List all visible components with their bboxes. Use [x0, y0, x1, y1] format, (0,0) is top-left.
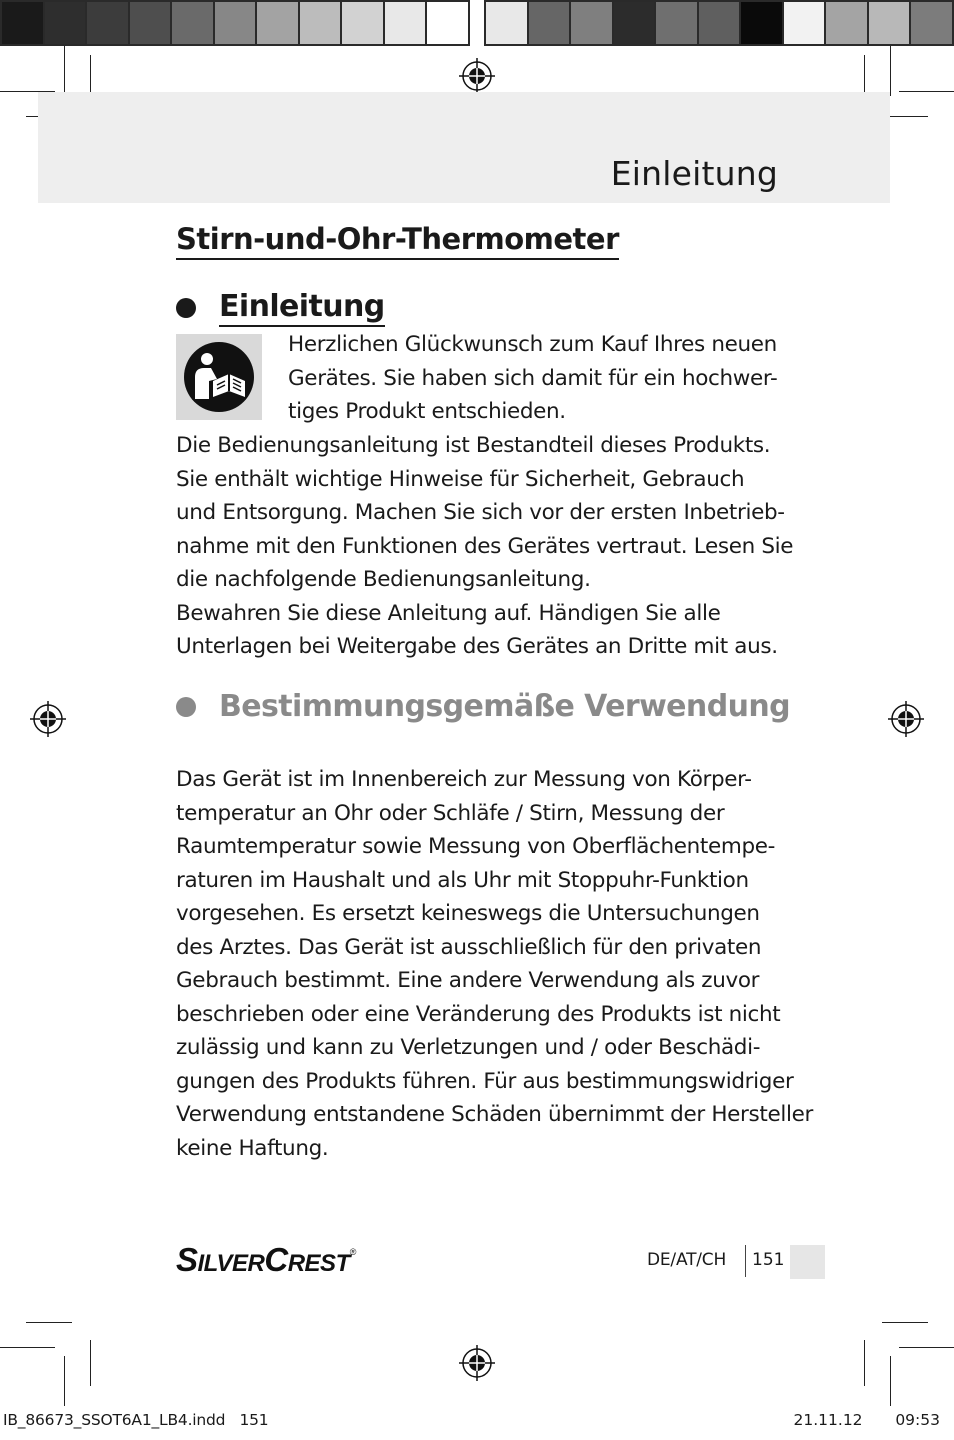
text-line: Herzlichen Glückwunsch zum Kauf Ihres neuen — [288, 332, 777, 357]
crop-mark — [64, 1356, 65, 1406]
text-line: Bewahren Sie diese Anleitung auf. Händigen Sie alle — [176, 600, 721, 626]
color-swatch — [486, 2, 529, 44]
bullet-icon — [176, 697, 196, 717]
crop-mark — [899, 1347, 954, 1348]
color-swatch — [87, 2, 130, 44]
color-swatch — [741, 2, 784, 44]
text-line: des Arztes. Das Gerät ist ausschließlich für den privaten — [176, 934, 762, 960]
svg-text:SILVERCREST®: SILVERCREST® — [176, 1241, 356, 1278]
read-manual-icon-box — [176, 334, 262, 420]
color-swatch — [385, 2, 428, 44]
text-line: raturen im Haushalt und als Uhr mit Stoppuhr-Funktion — [176, 867, 749, 893]
section-heading-text: Einleitung — [219, 290, 385, 327]
intro-paragraph-beside-icon — [288, 328, 777, 429]
crop-mark — [882, 1322, 928, 1323]
page-tab-box — [790, 1245, 825, 1279]
crop-mark — [890, 46, 891, 96]
registration-mark-icon — [459, 1345, 495, 1381]
text-line: Sie enthält wichtige Hinweise für Sicherheit, Gebrauch — [176, 466, 745, 492]
section-header-title: Einleitung — [610, 154, 778, 193]
section-heading-einleitung — [176, 290, 385, 327]
text-line: gungen des Produkts führen. Für aus bestimmungswidriger — [176, 1068, 794, 1094]
text-line: Gebrauch bestimmt. Eine andere Verwendung als zuvor — [176, 968, 760, 993]
crop-mark — [26, 1322, 72, 1323]
text-line: Verwendung entstandene Schäden übernimmt der Hersteller — [176, 1102, 813, 1127]
registration-mark-icon — [459, 58, 495, 94]
color-swatch — [784, 2, 827, 44]
text-line: Raumtemperatur sowie Messung von Oberflächentempe- — [176, 834, 776, 859]
color-swatch — [656, 2, 699, 44]
crop-mark — [90, 1340, 91, 1386]
section-heading-intended-use — [176, 690, 790, 725]
intended-use-paragraph — [176, 763, 813, 1165]
text-line: zulässig und kann zu Verletzungen und / oder Beschädi- — [176, 1035, 761, 1060]
color-swatch — [571, 2, 614, 44]
crop-mark — [899, 91, 954, 92]
color-swatch — [257, 2, 300, 44]
text-line: nahme mit den Funktionen des Gerätes vertraut. Lesen Sie — [176, 533, 794, 559]
page-number: 151 — [752, 1250, 785, 1270]
footer-region-code: DE/AT/CH — [647, 1250, 727, 1270]
registration-mark-icon — [30, 701, 66, 737]
color-swatch — [2, 2, 45, 44]
color-swatch — [869, 2, 912, 44]
silvercrest-logo — [176, 1240, 376, 1280]
crop-mark — [890, 1356, 891, 1406]
crop-mark — [64, 46, 65, 96]
text-line: tiges Produkt entschieden. — [288, 399, 566, 424]
slug-datetime: 21.11.12 09:53 — [793, 1411, 940, 1429]
slug-file-info: IB_86673_SSOT6A1_LB4.indd 151 — [3, 1411, 269, 1429]
crop-mark — [864, 55, 865, 97]
text-line: vorgesehen. Es ersetzt keineswegs die Untersuchungen — [176, 901, 760, 926]
color-swatch — [130, 2, 173, 44]
document-title: Stirn-und-Ohr-Thermometer — [176, 222, 619, 260]
color-calibration-bar-right — [484, 0, 954, 46]
registration-mark-icon — [888, 701, 924, 737]
bullet-icon — [176, 298, 196, 318]
color-swatch — [614, 2, 657, 44]
crop-mark — [864, 1340, 865, 1386]
text-line: Das Gerät ist im Innenbereich zur Messung von Körper- — [176, 767, 752, 792]
footer-divider — [745, 1245, 746, 1277]
text-line: beschrieben oder eine Veränderung des Produkts ist nicht — [176, 1001, 781, 1027]
text-line: Die Bedienungsanleitung ist Bestandteil dieses Produkts. — [176, 433, 771, 458]
color-swatch — [427, 2, 468, 44]
color-swatch — [215, 2, 258, 44]
color-swatch — [826, 2, 869, 44]
color-swatch — [45, 2, 88, 44]
crop-mark — [0, 1347, 55, 1348]
color-swatch — [699, 2, 742, 44]
color-calibration-bar-left — [0, 0, 470, 46]
intro-paragraph — [176, 429, 793, 664]
crop-mark — [90, 55, 91, 97]
read-manual-icon — [183, 341, 255, 413]
text-line: Unterlagen bei Weitergabe des Gerätes an Dritte mit aus. — [176, 634, 778, 659]
text-line: die nachfolgende Bedienungsanleitung. — [176, 567, 591, 592]
color-swatch — [911, 2, 952, 44]
section-heading-text: Bestimmungsgemäße Verwendung — [219, 689, 790, 724]
text-line: keine Haftung. — [176, 1135, 329, 1161]
color-swatch — [529, 2, 572, 44]
color-swatch — [172, 2, 215, 44]
color-swatch — [342, 2, 385, 44]
text-line: temperatur an Ohr oder Schläfe / Stirn, Messung der — [176, 800, 725, 826]
text-line: und Entsorgung. Machen Sie sich vor der ersten Inbetrieb- — [176, 500, 785, 525]
text-line: Gerätes. Sie haben sich damit für ein hochwer- — [288, 365, 778, 391]
color-swatch — [300, 2, 343, 44]
